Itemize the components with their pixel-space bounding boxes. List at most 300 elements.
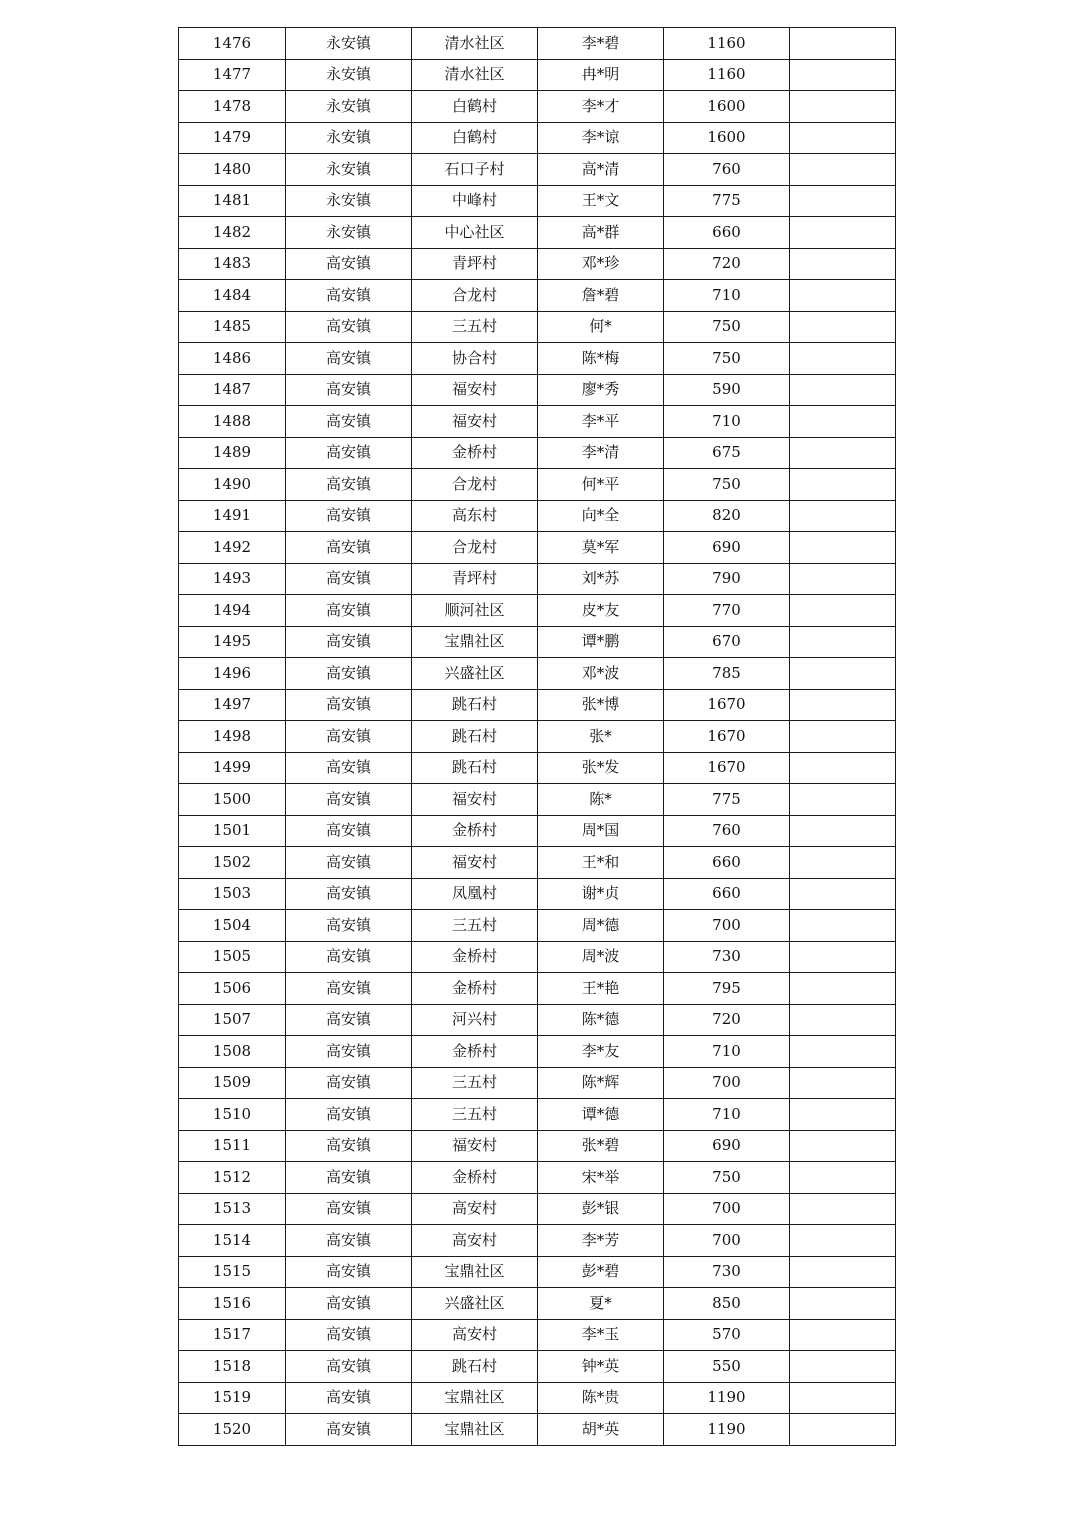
serial-number-cell: 1484 [179,280,286,312]
table-row [179,248,896,280]
name-cell: 李*碧 [538,28,664,60]
amount-cell: 690 [664,1130,790,1162]
village-cell: 高安村 [412,1225,538,1257]
amount-cell: 1670 [664,721,790,753]
village-cell: 金桥村 [412,815,538,847]
amount-cell: 700 [664,1225,790,1257]
name-cell: 陈*梅 [538,343,664,375]
remark-cell [790,595,896,627]
table-row [179,154,896,186]
town-cell: 高安镇 [286,1099,412,1131]
amount-cell: 710 [664,280,790,312]
village-cell: 白鹤村 [412,122,538,154]
amount-cell: 795 [664,973,790,1005]
village-cell: 清水社区 [412,28,538,60]
name-cell: 皮*友 [538,595,664,627]
name-cell: 邓*波 [538,658,664,690]
town-cell: 高安镇 [286,689,412,721]
table-row [179,626,896,658]
village-cell: 金桥村 [412,1036,538,1068]
remark-cell [790,563,896,595]
town-cell: 高安镇 [286,595,412,627]
table-row [179,1130,896,1162]
table-row [179,1099,896,1131]
name-cell: 何* [538,311,664,343]
amount-cell: 730 [664,1256,790,1288]
amount-cell: 1600 [664,91,790,123]
table-body [179,28,896,1446]
village-cell: 金桥村 [412,973,538,1005]
village-cell: 福安村 [412,784,538,816]
name-cell: 詹*碧 [538,280,664,312]
village-cell: 河兴村 [412,1004,538,1036]
village-cell: 宝鼎社区 [412,1382,538,1414]
village-cell: 福安村 [412,1130,538,1162]
amount-cell: 790 [664,563,790,595]
town-cell: 高安镇 [286,1067,412,1099]
amount-cell: 760 [664,815,790,847]
amount-cell: 750 [664,1162,790,1194]
serial-number-cell: 1518 [179,1351,286,1383]
serial-number-cell: 1507 [179,1004,286,1036]
remark-cell [790,658,896,690]
town-cell: 高安镇 [286,721,412,753]
name-cell: 张*博 [538,689,664,721]
remark-cell [790,1036,896,1068]
serial-number-cell: 1506 [179,973,286,1005]
amount-cell: 1600 [664,122,790,154]
table-row [179,1382,896,1414]
remark-cell [790,1162,896,1194]
name-cell: 何*平 [538,469,664,501]
remark-cell [790,878,896,910]
serial-number-cell: 1504 [179,910,286,942]
amount-cell: 1160 [664,28,790,60]
remark-cell [790,1351,896,1383]
remark-cell [790,1256,896,1288]
serial-number-cell: 1476 [179,28,286,60]
amount-cell: 1670 [664,752,790,784]
serial-number-cell: 1516 [179,1288,286,1320]
name-cell: 张*碧 [538,1130,664,1162]
serial-number-cell: 1514 [179,1225,286,1257]
village-cell: 白鹤村 [412,91,538,123]
remark-cell [790,343,896,375]
serial-number-cell: 1498 [179,721,286,753]
serial-number-cell: 1493 [179,563,286,595]
village-cell: 合龙村 [412,280,538,312]
serial-number-cell: 1520 [179,1414,286,1446]
table-row [179,185,896,217]
serial-number-cell: 1510 [179,1099,286,1131]
table-row [179,1225,896,1257]
serial-number-cell: 1489 [179,437,286,469]
serial-number-cell: 1477 [179,59,286,91]
village-cell: 三五村 [412,1067,538,1099]
table-row [179,406,896,438]
name-cell: 谭*德 [538,1099,664,1131]
serial-number-cell: 1480 [179,154,286,186]
village-cell: 宝鼎社区 [412,1414,538,1446]
serial-number-cell: 1509 [179,1067,286,1099]
amount-cell: 760 [664,154,790,186]
table-row [179,658,896,690]
table-row [179,280,896,312]
town-cell: 高安镇 [286,500,412,532]
remark-cell [790,1225,896,1257]
town-cell: 高安镇 [286,1004,412,1036]
village-cell: 兴盛社区 [412,658,538,690]
serial-number-cell: 1479 [179,122,286,154]
town-cell: 高安镇 [286,1319,412,1351]
remark-cell [790,1288,896,1320]
table-row [179,500,896,532]
amount-cell: 660 [664,878,790,910]
remark-cell [790,910,896,942]
serial-number-cell: 1486 [179,343,286,375]
remark-cell [790,1130,896,1162]
village-cell: 三五村 [412,311,538,343]
serial-number-cell: 1499 [179,752,286,784]
amount-cell: 670 [664,626,790,658]
town-cell: 高安镇 [286,563,412,595]
village-cell: 青坪村 [412,248,538,280]
amount-cell: 730 [664,941,790,973]
table-row [179,1162,896,1194]
table-row [179,1036,896,1068]
remark-cell [790,59,896,91]
table-row [179,469,896,501]
remark-cell [790,311,896,343]
serial-number-cell: 1487 [179,374,286,406]
remark-cell [790,91,896,123]
remark-cell [790,469,896,501]
village-cell: 凤凰村 [412,878,538,910]
serial-number-cell: 1483 [179,248,286,280]
table-row [179,1319,896,1351]
remark-cell [790,941,896,973]
town-cell: 高安镇 [286,1225,412,1257]
town-cell: 高安镇 [286,1351,412,1383]
serial-number-cell: 1482 [179,217,286,249]
town-cell: 永安镇 [286,217,412,249]
remark-cell [790,815,896,847]
table-row [179,91,896,123]
village-cell: 中峰村 [412,185,538,217]
name-cell: 高*群 [538,217,664,249]
town-cell: 高安镇 [286,343,412,375]
remark-cell [790,437,896,469]
village-cell: 跳石村 [412,1351,538,1383]
amount-cell: 750 [664,343,790,375]
amount-cell: 590 [664,374,790,406]
table-row [179,217,896,249]
serial-number-cell: 1488 [179,406,286,438]
name-cell: 彭*碧 [538,1256,664,1288]
town-cell: 永安镇 [286,154,412,186]
town-cell: 高安镇 [286,280,412,312]
town-cell: 永安镇 [286,28,412,60]
remark-cell [790,1099,896,1131]
remark-cell [790,28,896,60]
table-row [179,532,896,564]
village-cell: 福安村 [412,406,538,438]
table-row [179,122,896,154]
village-cell: 金桥村 [412,437,538,469]
serial-number-cell: 1495 [179,626,286,658]
remark-cell [790,154,896,186]
remark-cell [790,1382,896,1414]
amount-cell: 775 [664,784,790,816]
name-cell: 王*和 [538,847,664,879]
remark-cell [790,500,896,532]
village-cell: 福安村 [412,374,538,406]
serial-number-cell: 1491 [179,500,286,532]
serial-number-cell: 1502 [179,847,286,879]
village-cell: 三五村 [412,1099,538,1131]
table-row [179,1256,896,1288]
name-cell: 周*国 [538,815,664,847]
serial-number-cell: 1511 [179,1130,286,1162]
amount-cell: 660 [664,847,790,879]
amount-cell: 720 [664,248,790,280]
remark-cell [790,973,896,1005]
remark-cell [790,721,896,753]
name-cell: 李*玉 [538,1319,664,1351]
village-cell: 中心社区 [412,217,538,249]
remark-cell [790,1414,896,1446]
name-cell: 冉*明 [538,59,664,91]
village-cell: 金桥村 [412,941,538,973]
serial-number-cell: 1492 [179,532,286,564]
village-cell: 跳石村 [412,721,538,753]
town-cell: 高安镇 [286,469,412,501]
town-cell: 永安镇 [286,59,412,91]
name-cell: 周*波 [538,941,664,973]
amount-cell: 820 [664,500,790,532]
serial-number-cell: 1505 [179,941,286,973]
name-cell: 李*才 [538,91,664,123]
serial-number-cell: 1478 [179,91,286,123]
amount-cell: 1190 [664,1382,790,1414]
village-cell: 兴盛社区 [412,1288,538,1320]
amount-cell: 1160 [664,59,790,91]
amount-cell: 570 [664,1319,790,1351]
remark-cell [790,532,896,564]
name-cell: 王*艳 [538,973,664,1005]
town-cell: 高安镇 [286,1130,412,1162]
name-cell: 陈*德 [538,1004,664,1036]
name-cell: 钟*英 [538,1351,664,1383]
table-row [179,721,896,753]
remark-cell [790,217,896,249]
table-row [179,563,896,595]
name-cell: 邓*珍 [538,248,664,280]
name-cell: 王*文 [538,185,664,217]
village-cell: 清水社区 [412,59,538,91]
village-cell: 青坪村 [412,563,538,595]
name-cell: 刘*苏 [538,563,664,595]
village-cell: 合龙村 [412,469,538,501]
amount-cell: 675 [664,437,790,469]
name-cell: 陈*贵 [538,1382,664,1414]
amount-cell: 1190 [664,1414,790,1446]
name-cell: 李*友 [538,1036,664,1068]
amount-cell: 710 [664,1099,790,1131]
town-cell: 永安镇 [286,91,412,123]
serial-number-cell: 1519 [179,1382,286,1414]
village-cell: 三五村 [412,910,538,942]
town-cell: 高安镇 [286,1162,412,1194]
table-row [179,1414,896,1446]
name-cell: 宋*举 [538,1162,664,1194]
town-cell: 高安镇 [286,1414,412,1446]
village-cell: 宝鼎社区 [412,626,538,658]
amount-cell: 700 [664,1067,790,1099]
village-cell: 高安村 [412,1319,538,1351]
serial-number-cell: 1515 [179,1256,286,1288]
serial-number-cell: 1508 [179,1036,286,1068]
name-cell: 谢*贞 [538,878,664,910]
name-cell: 周*德 [538,910,664,942]
name-cell: 高*清 [538,154,664,186]
remark-cell [790,1193,896,1225]
table-row [179,941,896,973]
town-cell: 高安镇 [286,910,412,942]
town-cell: 高安镇 [286,1256,412,1288]
town-cell: 高安镇 [286,311,412,343]
serial-number-cell: 1494 [179,595,286,627]
name-cell: 谭*鹏 [538,626,664,658]
name-cell: 夏* [538,1288,664,1320]
name-cell: 向*全 [538,500,664,532]
village-cell: 顺河社区 [412,595,538,627]
amount-cell: 1670 [664,689,790,721]
table-row [179,910,896,942]
town-cell: 高安镇 [286,374,412,406]
remark-cell [790,847,896,879]
remark-cell [790,1319,896,1351]
amount-cell: 750 [664,311,790,343]
remark-cell [790,406,896,438]
table-row [179,878,896,910]
serial-number-cell: 1500 [179,784,286,816]
table-row [179,847,896,879]
amount-cell: 690 [664,532,790,564]
serial-number-cell: 1512 [179,1162,286,1194]
name-cell: 胡*英 [538,1414,664,1446]
name-cell: 李*平 [538,406,664,438]
town-cell: 高安镇 [286,1193,412,1225]
name-cell: 张* [538,721,664,753]
village-cell: 跳石村 [412,752,538,784]
remark-cell [790,248,896,280]
remark-cell [790,626,896,658]
town-cell: 高安镇 [286,248,412,280]
town-cell: 高安镇 [286,406,412,438]
town-cell: 高安镇 [286,1382,412,1414]
remark-cell [790,1004,896,1036]
table-row [179,1193,896,1225]
serial-number-cell: 1485 [179,311,286,343]
town-cell: 高安镇 [286,847,412,879]
name-cell: 彭*银 [538,1193,664,1225]
name-cell: 廖*秀 [538,374,664,406]
table-row [179,59,896,91]
table-row [179,815,896,847]
remark-cell [790,784,896,816]
town-cell: 高安镇 [286,658,412,690]
serial-number-cell: 1513 [179,1193,286,1225]
town-cell: 高安镇 [286,532,412,564]
name-cell: 李*谅 [538,122,664,154]
town-cell: 永安镇 [286,185,412,217]
table-row [179,689,896,721]
town-cell: 高安镇 [286,1288,412,1320]
table-row [179,437,896,469]
serial-number-cell: 1496 [179,658,286,690]
table-row [179,752,896,784]
name-cell: 张*发 [538,752,664,784]
table-row [179,1067,896,1099]
town-cell: 永安镇 [286,122,412,154]
village-cell: 合龙村 [412,532,538,564]
remark-cell [790,1067,896,1099]
serial-number-cell: 1503 [179,878,286,910]
name-cell: 莫*军 [538,532,664,564]
serial-number-cell: 1517 [179,1319,286,1351]
remark-cell [790,122,896,154]
remark-cell [790,185,896,217]
remark-cell [790,280,896,312]
town-cell: 高安镇 [286,437,412,469]
table-row [179,311,896,343]
village-cell: 跳石村 [412,689,538,721]
village-cell: 协合村 [412,343,538,375]
village-cell: 金桥村 [412,1162,538,1194]
amount-cell: 720 [664,1004,790,1036]
name-cell: 陈*辉 [538,1067,664,1099]
amount-cell: 850 [664,1288,790,1320]
town-cell: 高安镇 [286,815,412,847]
amount-cell: 710 [664,1036,790,1068]
amount-cell: 700 [664,1193,790,1225]
town-cell: 高安镇 [286,878,412,910]
town-cell: 高安镇 [286,973,412,1005]
serial-number-cell: 1490 [179,469,286,501]
table-row [179,343,896,375]
table-row [179,973,896,1005]
remark-cell [790,689,896,721]
village-cell: 宝鼎社区 [412,1256,538,1288]
remark-cell [790,752,896,784]
amount-cell: 775 [664,185,790,217]
amount-cell: 710 [664,406,790,438]
data-table [178,27,896,1446]
table-row [179,1288,896,1320]
name-cell: 李*清 [538,437,664,469]
table-row [179,28,896,60]
town-cell: 高安镇 [286,941,412,973]
serial-number-cell: 1501 [179,815,286,847]
name-cell: 李*芳 [538,1225,664,1257]
table-row [179,784,896,816]
town-cell: 高安镇 [286,752,412,784]
amount-cell: 550 [664,1351,790,1383]
amount-cell: 700 [664,910,790,942]
table-row [179,595,896,627]
village-cell: 高东村 [412,500,538,532]
